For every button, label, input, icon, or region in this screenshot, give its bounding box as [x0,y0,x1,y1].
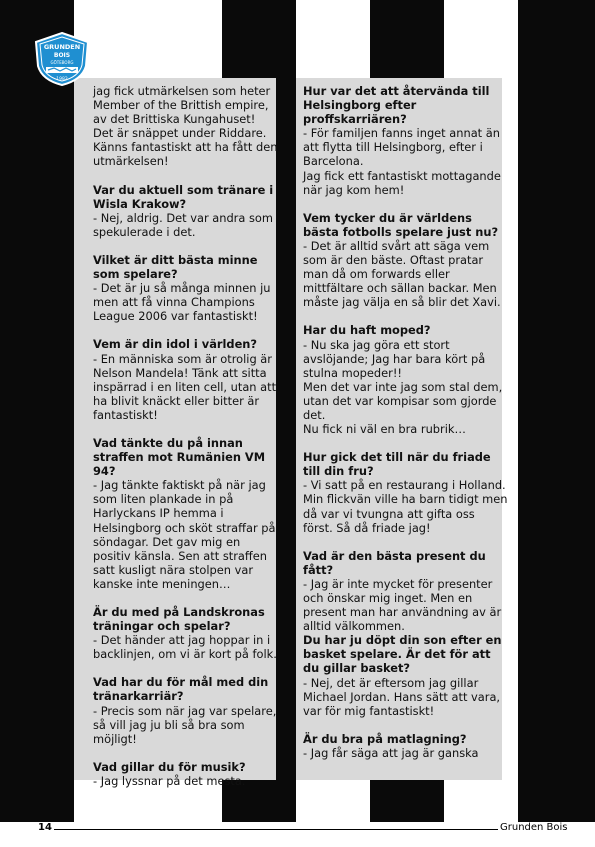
answer: - Det händer att jag hoppar in i backlinjen, om vi är kort på folk. [93,633,277,662]
logo-text-mid: BOIS [53,52,71,59]
qa-item [303,84,508,197]
logo-text-top: GRUNDEN [43,43,81,51]
answer: - Det är ju så många minnen ju men att få vinna Champions League 2006 var fantastiskt! [93,281,271,324]
qa-item [303,549,508,634]
background-stripe [518,0,595,822]
question: Vad är den bästa present du fått? [303,548,486,577]
question: Har du haft moped? [303,323,431,338]
question: Vem är din idol i världen? [93,337,258,352]
question: Är du med på Landskronas träningar och spelar? [93,605,265,634]
footer-title: Grunden Bois [500,822,568,833]
qa-item [93,605,278,661]
logo-year: 1982 [56,77,68,82]
answer: - Jag får säga att jag är ganska [303,745,479,760]
question: Vilket är ditt bästa minne som spelare? [93,252,258,282]
qa-item [303,323,508,436]
qa-item [93,436,278,591]
answer: - Jag tänkte faktiskt på när jag som liten plankade in på Harlyckans IP hemma i Helsingborg och sköt straffar på söndagar. Det gav mig en positiv känsla. Sen att straffen satt kusligt nära stolpen var kanske inte meningen… [93,478,276,591]
answer: - Vi satt på en restaurang i Holland. Min flickvän ville ha barn tidigt men då var vi tvungna att gifta oss först. Så då friade jag! [303,478,508,535]
qa-item [93,84,278,169]
logo-text-low: GÖTEBORG [50,60,74,65]
qa-item [303,633,508,718]
qa-item [303,211,508,310]
answer: - Nu ska jag göra ett stort avslöjande; Jag har bara kört på stulna mopeder!! Men det var inte jag som stal dem, utan det var kompisar som gjorde det. Nu fick ni väl en bra rubrik… [303,337,503,437]
question: Vad gillar du för musik? [93,759,246,774]
qa-item [303,732,508,760]
question: Hur gick det till när du friade till din fru? [303,450,491,479]
answer: - Jag lyssnar på det mesta. [93,773,246,788]
page-number: 14 [38,822,52,833]
club-logo [34,32,90,86]
qa-item [93,760,278,788]
answer: - Nej, aldrig. Det var andra som spekulerade i det. [93,210,273,239]
qa-item [93,337,278,422]
question: Vem tycker du är världens bästa fotbolls spelare just nu? [303,210,499,239]
answer: - Jag är inte mycket för presenter och önskar mig inget. Men en present man har användning av är alltid välkommen. [303,576,502,634]
left-column [93,84,278,802]
right-column [303,84,508,774]
answer: jag fick utmärkelsen som heter Member of the Brittish empire, av det Brittiska Kungahuset! Det är snäppet under Riddare. Känns fantastiskt att ha fått den utmärkelsen! [93,84,278,169]
question: Hur var det att återvända till Helsingborg efter proffskarriären? [303,84,490,127]
question: Är du bra på matlagning? [303,731,467,746]
qa-item [93,675,278,745]
question: Var du aktuell som tränare i Wisla Krakow? [93,182,274,211]
question: Vad har du för mål med din tränarkarriär? [93,675,269,704]
answer: - Det är alltid svårt att säga vem som är den bäste. Oftast pratar man då om forwards eller mittfältare och sällan backar. Men måste jag välja en så blir det Xavi. [303,238,501,310]
qa-item [93,253,278,323]
question: Vad tänkte du på innan straffen mot Rumänien VM 94? [93,435,266,479]
answer: - En människa som är otrolig är Nelson Mandela! Tänk att sitta inspärrad i en liten cell, utan att ha blivit knäckt eller bitter är fantastiskt! [93,351,277,422]
answer: - Nej, det är eftersom jag gillar Michael Jordan. Hans sätt att vara, var för mig fantastiskt! [303,675,501,718]
answer: - Precis som när jag var spelare, så vill jag ju bli så bra som möjligt! [93,703,277,746]
answer: - För familjen fanns inget annat än att flytta till Helsingborg, efter i Barcelona. Jag fick ett fantastiskt mottagande när jag kom hem! [303,126,501,197]
question: Du har ju döpt din son efter en basket spelare. Är det för att du gillar basket? [303,633,502,676]
qa-item [303,450,508,535]
background-stripe [0,0,74,822]
qa-item [93,183,278,239]
footer-rule [50,829,498,830]
